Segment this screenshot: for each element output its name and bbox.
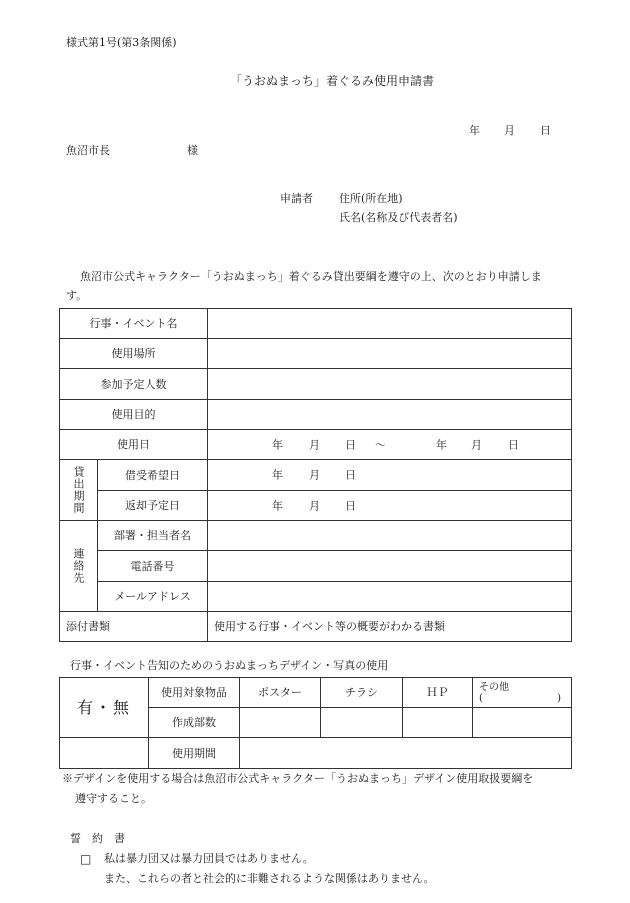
email-field[interactable]	[208, 582, 572, 612]
intro-line-2: す。	[66, 289, 88, 302]
applicant-address-label: 住所(所在地)	[339, 192, 403, 205]
purpose-label: 使用目的	[60, 400, 208, 430]
design-section-heading: 行事・イベント告知のためのうおぬまっちデザイン・写真の使用	[70, 659, 389, 672]
other-text: その他	[479, 681, 509, 693]
empty-cell	[60, 738, 149, 769]
application-form-table	[59, 308, 572, 642]
table-row	[60, 309, 572, 339]
lending-period-text: 貸出期間	[72, 466, 85, 514]
hp-copies-field[interactable]	[403, 708, 473, 738]
design-note-line-2: 遵守すること。	[75, 792, 152, 805]
borrow-date-field[interactable]	[208, 460, 572, 491]
use-date-end-day: 日	[508, 438, 519, 451]
borrow-date-day: 日	[345, 468, 356, 482]
page-title: 「うおぬまっち」着ぐるみ使用申請書	[230, 74, 435, 88]
table-row	[60, 460, 572, 491]
table-row	[60, 612, 572, 642]
yes-no-selector[interactable]: 有・無	[60, 678, 149, 738]
other-close-paren: )	[557, 692, 561, 704]
other-label[interactable]	[473, 678, 572, 708]
email-label: メールアドレス	[98, 582, 208, 612]
return-date-field[interactable]	[208, 491, 572, 521]
applicant-label: 申請者	[280, 192, 313, 205]
addressee-name: 魚沼市長	[66, 144, 110, 157]
design-usage-table	[59, 677, 572, 769]
table-row	[60, 738, 572, 769]
table-row	[60, 491, 572, 521]
pledge-line-1: 私は暴力団又は暴力団員ではありません。	[104, 852, 314, 865]
usage-period-label: 使用期間	[149, 738, 240, 769]
contact-text: 連絡先	[72, 548, 85, 584]
phone-label: 電話番号	[98, 551, 208, 582]
return-date-label: 返却予定日	[98, 491, 208, 521]
purpose-field[interactable]	[208, 400, 572, 430]
applicant-name-label: 氏名(名称及び代表者名)	[339, 211, 458, 224]
intro-line-1: 魚沼市公式キャラクター「うおぬまっち」着ぐるみ貸出要綱を遵守の上、次のとおり申請しま	[80, 270, 542, 283]
hp-label: ＨＰ	[403, 678, 473, 708]
copies-label: 作成部数	[149, 708, 240, 738]
borrow-date-year: 年	[272, 468, 283, 482]
contact-label	[60, 521, 98, 612]
return-date-year: 年	[272, 499, 283, 512]
use-date-year: 年	[272, 438, 283, 451]
borrow-date-month: 月	[309, 468, 320, 482]
use-date-day: 日	[345, 438, 356, 451]
design-note-line-1: ※デザインを使用する場合は魚沼市公式キャラクター「うおぬまっち」デザイン使用取扱要綱を	[62, 772, 534, 785]
table-row	[60, 582, 572, 612]
attachments-label: 添付書類	[60, 612, 208, 642]
date-range-separator: 〜	[375, 438, 386, 451]
use-date-end-year: 年	[436, 438, 447, 451]
borrow-date-label: 借受希望日	[98, 460, 208, 491]
lending-period-label	[60, 460, 98, 521]
other-copies-field[interactable]	[473, 708, 572, 738]
other-open-paren: (	[479, 692, 483, 704]
form-number: 様式第1号(第3条関係)	[66, 36, 177, 49]
date-day-label: 日	[540, 124, 551, 137]
target-items-label: 使用対象物品	[149, 678, 240, 708]
flyer-copies-field[interactable]	[321, 708, 403, 738]
pledge-line-2: また、これらの者と社会的に非難されるような関係はありません。	[104, 872, 435, 885]
department-field[interactable]	[208, 521, 572, 551]
addressee-honorific: 様	[187, 144, 198, 157]
table-row	[60, 678, 572, 708]
date-month-label: 月	[504, 124, 515, 137]
date-year-label: 年	[469, 124, 480, 137]
table-row	[60, 369, 572, 400]
department-label: 部署・担当者名	[98, 521, 208, 551]
table-row	[60, 551, 572, 582]
attachments-value: 使用する行事・イベント等の概要がわかる書類	[208, 612, 572, 642]
poster-label: ポスター	[240, 678, 321, 708]
attendees-field[interactable]	[208, 369, 572, 400]
phone-field[interactable]	[208, 551, 572, 582]
use-date-month: 月	[309, 438, 320, 451]
use-date-label: 使用日	[60, 430, 208, 460]
attendees-label: 参加予定人数	[60, 369, 208, 400]
table-row	[60, 400, 572, 430]
venue-label: 使用場所	[60, 339, 208, 369]
use-date-field[interactable]	[208, 430, 572, 460]
return-date-month: 月	[309, 499, 320, 512]
table-row	[60, 430, 572, 460]
event-name-field[interactable]	[208, 309, 572, 339]
pledge-heading: 誓 約 書	[70, 832, 125, 845]
return-date-day: 日	[345, 499, 356, 512]
venue-field[interactable]	[208, 339, 572, 369]
table-row	[60, 339, 572, 369]
poster-copies-field[interactable]	[240, 708, 321, 738]
pledge-checkbox[interactable]: □	[80, 852, 92, 866]
event-name-label: 行事・イベント名	[60, 309, 208, 339]
usage-period-field[interactable]	[240, 738, 572, 769]
use-date-end-month: 月	[471, 438, 482, 451]
flyer-label: チラシ	[321, 678, 403, 708]
table-row	[60, 521, 572, 551]
